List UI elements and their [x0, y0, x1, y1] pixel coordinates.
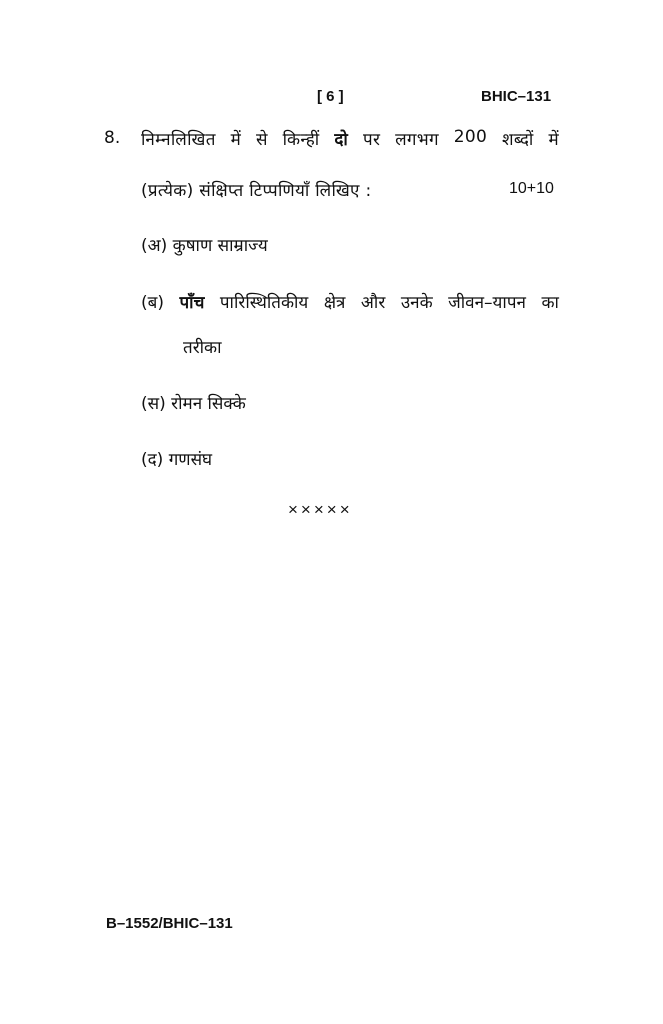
course-code: BHIC–131 [481, 88, 552, 105]
option-text: रोमन सिक्के [171, 394, 246, 414]
word: उनके [400, 293, 433, 313]
option-text: गणसंघ [168, 450, 213, 470]
word: का [541, 293, 559, 313]
word: में [548, 130, 559, 150]
option-label: (ब) [141, 293, 164, 313]
word: में [230, 130, 242, 150]
word: किन्हीं [282, 130, 320, 150]
end-marker: ××××× [288, 500, 353, 519]
word: निम्नलिखित [141, 130, 216, 150]
word: पर [362, 130, 381, 150]
option-a [141, 233, 268, 256]
question-number: 8. [104, 128, 121, 148]
word: जीवन–यापन [448, 293, 526, 313]
page-number: [ 6 ] [317, 88, 344, 105]
word: और [360, 293, 386, 313]
footer-code: B–1552/BHIC–131 [106, 915, 233, 932]
option-b-continuation: तरीका [183, 338, 222, 358]
option-b [141, 290, 559, 313]
word: क्षेत्र [323, 293, 346, 313]
option-d [141, 447, 212, 470]
word: 200 [453, 127, 488, 147]
option-label: (अ) [141, 236, 168, 256]
word: से [255, 130, 268, 150]
marks: 10+10 [509, 180, 554, 197]
word: शब्दों [502, 130, 534, 150]
option-bold: पाँच [179, 293, 205, 313]
option-c [141, 391, 246, 414]
option-text: कुषाण साम्राज्य [172, 236, 268, 256]
question-line-2: (प्रत्येक) संक्षिप्त टिप्पणियाँ लिखिए : [141, 181, 372, 201]
question-line-1 [141, 127, 559, 150]
bold-word: दो [334, 130, 349, 150]
option-label: (स) [141, 394, 166, 414]
option-label: (द) [141, 450, 164, 470]
word: पारिस्थितिकीय [219, 293, 309, 313]
word: लगभग [395, 130, 439, 150]
